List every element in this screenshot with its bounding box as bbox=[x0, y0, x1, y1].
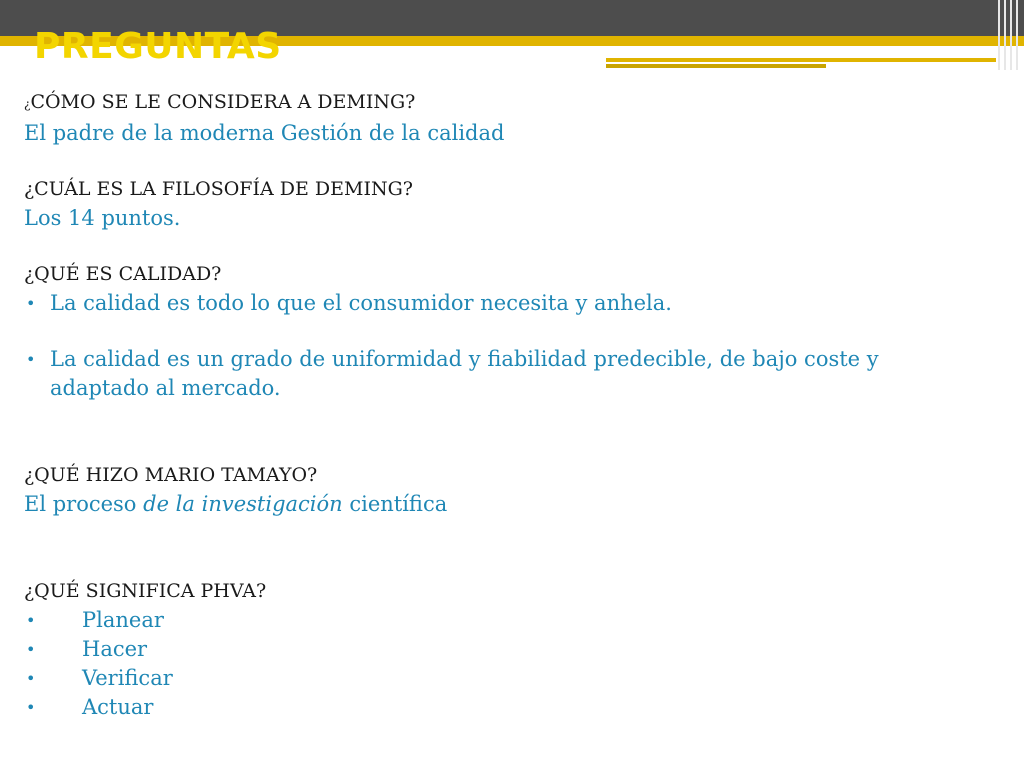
answer-4-start: El proceso bbox=[24, 492, 144, 516]
question-3: ¿QUÉ ES CALIDAD? bbox=[24, 263, 222, 285]
slide-content bbox=[24, 88, 984, 722]
question-1-text: CÓMO SE LE CONSIDERA A DEMING? bbox=[30, 91, 416, 113]
list-item bbox=[24, 606, 984, 635]
header-gold-line-short bbox=[606, 64, 826, 68]
question-5: ¿QUÉ SIGNIFICA PHVA? bbox=[24, 580, 267, 602]
question-4: ¿QUÉ HIZO MARIO TAMAYO? bbox=[24, 464, 318, 486]
bullet-icon: • bbox=[26, 350, 36, 369]
slide-title: PREGUNTAS bbox=[34, 26, 282, 67]
header-white-gap bbox=[606, 46, 996, 58]
phva-item-verificar: Verificar bbox=[82, 666, 173, 690]
answer-4-italic: de la investigación bbox=[143, 492, 343, 516]
decorative-vertical-lines bbox=[994, 0, 1024, 70]
list-item bbox=[24, 345, 984, 403]
phva-item-planear: Planear bbox=[82, 608, 164, 632]
answer-4 bbox=[24, 490, 984, 519]
answer-1: El padre de la moderna Gestión de la calidad bbox=[24, 121, 505, 145]
header-gold-line bbox=[606, 58, 996, 62]
bullet-icon: • bbox=[26, 294, 36, 313]
list-item bbox=[24, 635, 984, 664]
phva-item-hacer: Hacer bbox=[82, 637, 148, 661]
question-1 bbox=[24, 88, 984, 119]
bullet-icon: • bbox=[26, 611, 36, 630]
phva-item-actuar: Actuar bbox=[82, 695, 154, 719]
question-1-prefix: ¿ bbox=[24, 97, 31, 111]
list-item bbox=[24, 693, 984, 722]
answer-3-bullet-2: La calidad es un grado de uniformidad y fiabilidad predecible, de bajo coste y adaptado al mercado. bbox=[50, 347, 879, 400]
list-item bbox=[24, 289, 984, 318]
question-2: ¿CUÁL ES LA FILOSOFÍA DE DEMING? bbox=[24, 178, 413, 200]
answer-3-bullet-1: La calidad es todo lo que el consumidor necesita y anhela. bbox=[50, 291, 672, 315]
list-item bbox=[24, 664, 984, 693]
bullet-icon: • bbox=[26, 669, 36, 688]
bullet-icon: • bbox=[26, 698, 36, 717]
answer-4-end: científica bbox=[342, 492, 448, 516]
answer-2: Los 14 puntos. bbox=[24, 206, 181, 230]
bullet-icon: • bbox=[26, 640, 36, 659]
